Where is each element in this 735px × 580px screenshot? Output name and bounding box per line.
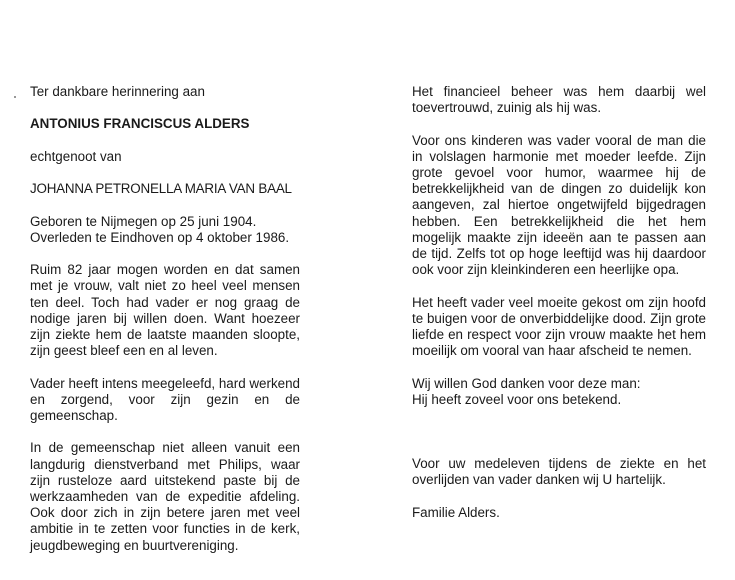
left-paragraph-3: In de gemeenschap niet alleen vanuit een langdurig dienstverband met Philips, waar zijn rusteloze aard uitstekend paste bij de werkzaamheden van de expeditie afdeling. Ook door zich in zijn betere jaren met veel ambitie in te zetten voor functies in de kerk, jeugdbeweging en buurtvereniging. [30, 440, 300, 553]
family-signature: Familie Alders. [412, 504, 500, 520]
death-line: Overleden te Eindhoven op 4 oktober 1986. [30, 229, 290, 245]
right-paragraph-3: Het heeft vader veel moeite gekost om zijn hoofd te buigen voor de onverbiddelijke dood. Zijn grote liefde en respect voor zijn vrouw maakte het hem moeilijk om vooral van haar afscheid te nemen. [412, 294, 706, 359]
prayer-line-1: Wij willen God danken voor deze man: [412, 375, 641, 391]
intro-text: Ter dankbare herinnering aan [30, 84, 205, 99]
speck-mark [14, 96, 16, 98]
spouse-label: echtgenoot van [30, 148, 122, 164]
right-paragraph-1: Het financieel beheer was hem daarbij wel toevertrouwd, zuinig als hij was. [412, 84, 706, 116]
spouse-name: JOHANNA PETRONELLA MARIA VAN BAAL [30, 181, 292, 197]
left-paragraph-2: Vader heeft intens meegeleefd, hard werkend en zorgend, voor zijn gezin en de gemeenschap. [30, 375, 300, 423]
birth-line: Geboren te Nijmegen op 25 juni 1904. [30, 213, 257, 229]
right-column [412, 84, 706, 521]
deceased-name: ANTONIUS FRANCISCUS ALDERS [30, 116, 250, 132]
thanks-paragraph: Voor uw medeleven tijdens de ziekte en het overlijden van vader danken wij U hartelijk. [412, 456, 706, 488]
right-paragraph-2: Voor ons kinderen was vader vooral de man die in volslagen harmonie met moeder leefde. Zijn grote gevoel voor humor, waarmee hij de betrekkelijkheid van de dingen zo duidelijk kon aangeven, zal hiertoe ongetwijfeld bijgedragen hebben. Een betrekkelijkheid die het hem mogelijk maakte zijn ideeën aan te passen aan de tijd. Zelfs tot op hoge leeftijd was hij daardoor ook voor zijn kleinkinderen een heerlijke opa. [412, 132, 706, 278]
prayer-line-2: Hij heeft zoveel voor ons betekend. [412, 391, 622, 407]
left-column [30, 84, 300, 554]
left-paragraph-1: Ruim 82 jaar mogen worden en dat samen met je vrouw, valt niet zo heel veel mensen ten deel. Toch had vader er nog graag de nodige jaren bij willen doen. Want hoezeer zijn ziekte hem de laatste maanden sloopte, zijn geest bleef een en al leven. [30, 262, 300, 359]
